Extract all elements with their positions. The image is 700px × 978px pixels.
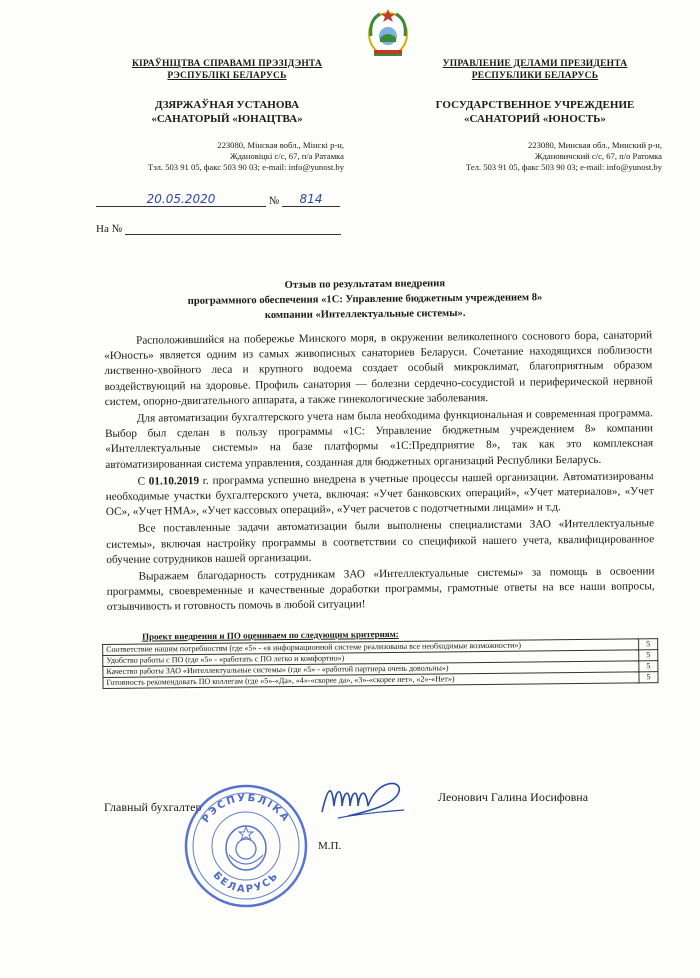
- organization-name-ru: ГОСУДАРСТВЕННОЕ УЧРЕЖДЕНИЕ «САНАТОРИЙ «ЮНОСТЬ»: [435, 99, 635, 125]
- criterion-text: Удобство работы с ПО (где «5» - «работать с ПО легко и комфортно»): [103, 650, 639, 667]
- incoming-number-field: [125, 222, 341, 235]
- criterion-text: Соответствие нашим потребностям (где «5» - «в информационной системе реализованы все необходимые возможности»): [103, 639, 639, 656]
- paragraph: С 01.10.2019 г. программа успешно внедрена в учетные процессы нашей организации. Автоматизированы необходимые участки бухгалтерского учета, включая: «Учет банковских операций», «Учет материалов», «Учет ОС», «Учет НМА», «Учет кассовых операций», «Учет расчетов с подотчетными лицами» и т.д.: [105, 470, 654, 519]
- header-right: [408, 58, 662, 173]
- handwritten-number: 814: [299, 192, 323, 206]
- document-title: Отзыв по результатам внедрения программного обеспечения «1С: Управление бюджетным учреждением 8» компании «Интеллектуальные системы».: [187, 278, 543, 322]
- criteria-section: [102, 626, 663, 689]
- stamp-emblem-icon: [226, 826, 266, 870]
- seal-place-label: М.П.: [318, 840, 342, 852]
- signer-position: Главный бухгалтер: [104, 800, 202, 814]
- paragraph: Расположившийся на побережье Минского моря, в окружении великолепного соснового бора, санаторий «Юность» является одним из самых живописных санаториев Беларуси. Сочетание находящихся поблизости лиственно-хвойного леса и крупного водоема создает особый микроклимат, благоприятным образом воздействующий на здоровье. Профиль санатория — болезни сердечно-сосудистой и периферической нервной систем, опорно-двигательного аппарата, а также гинекологические заболевания.: [104, 329, 653, 408]
- criterion-text: Качество работы ЗАО «Интеллектуальные системы» (где «5» - «работой партнера очень довольны»): [103, 661, 639, 678]
- criterion-score: 5: [639, 672, 658, 683]
- outgoing-reference: [96, 192, 340, 207]
- criteria-heading: Проект внедрения и ПО оцениваем по следующим критериям:: [141, 628, 399, 642]
- stamp-text-top: РЭСПУБЛІКА: [200, 792, 292, 825]
- document-body: [104, 328, 655, 615]
- ministry-name-ru: УПРАВЛЕНИЕ ДЕЛАМИ ПРЕЗИДЕНТА РЕСПУБЛИКИ БЕЛАРУСЬ: [442, 59, 628, 81]
- handwritten-signature: [318, 776, 408, 826]
- signer-name: Леонович Галина Иосифовна: [438, 790, 589, 804]
- incoming-number-label: На №: [96, 223, 123, 235]
- date-field: [96, 192, 266, 207]
- paragraph: Все поставленные задачи автоматизации были выполнены специалистами ЗАО «Интеллектуальные системы», включая настройку программы в соответствии со спецификой нашего учета, квалифицированное обучение сотрудников нашей организации.: [106, 517, 655, 566]
- criterion-score: 5: [639, 639, 658, 650]
- ministry-name-by: КІРАЎНІЦТВА СПРАВАМІ ПРЭЗІДЭНТА РЭСПУБЛІКІ БЕЛАРУСЬ: [131, 59, 323, 81]
- criterion-score: 5: [639, 661, 658, 672]
- criterion-score: 5: [639, 650, 658, 661]
- paragraph: Для автоматизации бухгалтерского учета нам была необходима функциональная и современная программа. Выбор был сделан в пользу программы «1С: Управление бюджетным учреждением 8» компании «Интеллектуальные системы» на базе платформы «1С:Предприятие 8», так как это комплексная автоматизированная система управления, созданная для бюджетных организаций Республики Беларусь.: [104, 407, 654, 471]
- address-by: 223080, Мінская вобл., Мінскі р-н, Ждановіцкі с/с, 67, п/а Ратамка Тэл. 503 91 05, факс 503 90 03; e-mail: info@yunost.by: [147, 140, 344, 172]
- criterion-text: Готовность рекомендовать ПО коллегам (где «5»-«Да», «4»-«скорее да», «3»-«скорее нет», «2»-«Нет»): [103, 672, 639, 689]
- implementation-date: 01.10.2019: [148, 474, 200, 488]
- paragraph: Выражаем благодарность сотрудникам ЗАО «Интеллектуальные системы» за помощь в освоении программы, своевременные и качественные доработки программы, грамотные ответы на все наши вопросы, отзывчивость и готовность помочь в любой ситуации!: [106, 565, 655, 614]
- header-left: [98, 58, 356, 173]
- svg-text:БЕЛАРУСЬ: [211, 870, 282, 895]
- official-stamp: [183, 783, 309, 909]
- number-field: [282, 192, 340, 207]
- address-ru: 223080, Минская обл., Минский р-н, Ждановичский с/с, 67, п/о Ратомка Тел. 503 91 05, факс 503 90 03; e-mail: info@yunost.by: [465, 140, 662, 172]
- stamp-text-bottom: БЕЛАРУСЬ: [210, 870, 282, 896]
- state-emblem-icon: [366, 6, 410, 58]
- criteria-table: [102, 638, 658, 689]
- svg-text:РЭСПУБЛІКА: [200, 793, 291, 825]
- number-sign: №: [268, 195, 280, 207]
- organization-name-by: ДЗЯРЖАЎНАЯ УСТАНОВА «САНАТОРЫЙ «ЮНАЦТВА»: [151, 99, 303, 125]
- incoming-reference: [96, 222, 341, 235]
- handwritten-date: 20.05.2020: [146, 192, 216, 206]
